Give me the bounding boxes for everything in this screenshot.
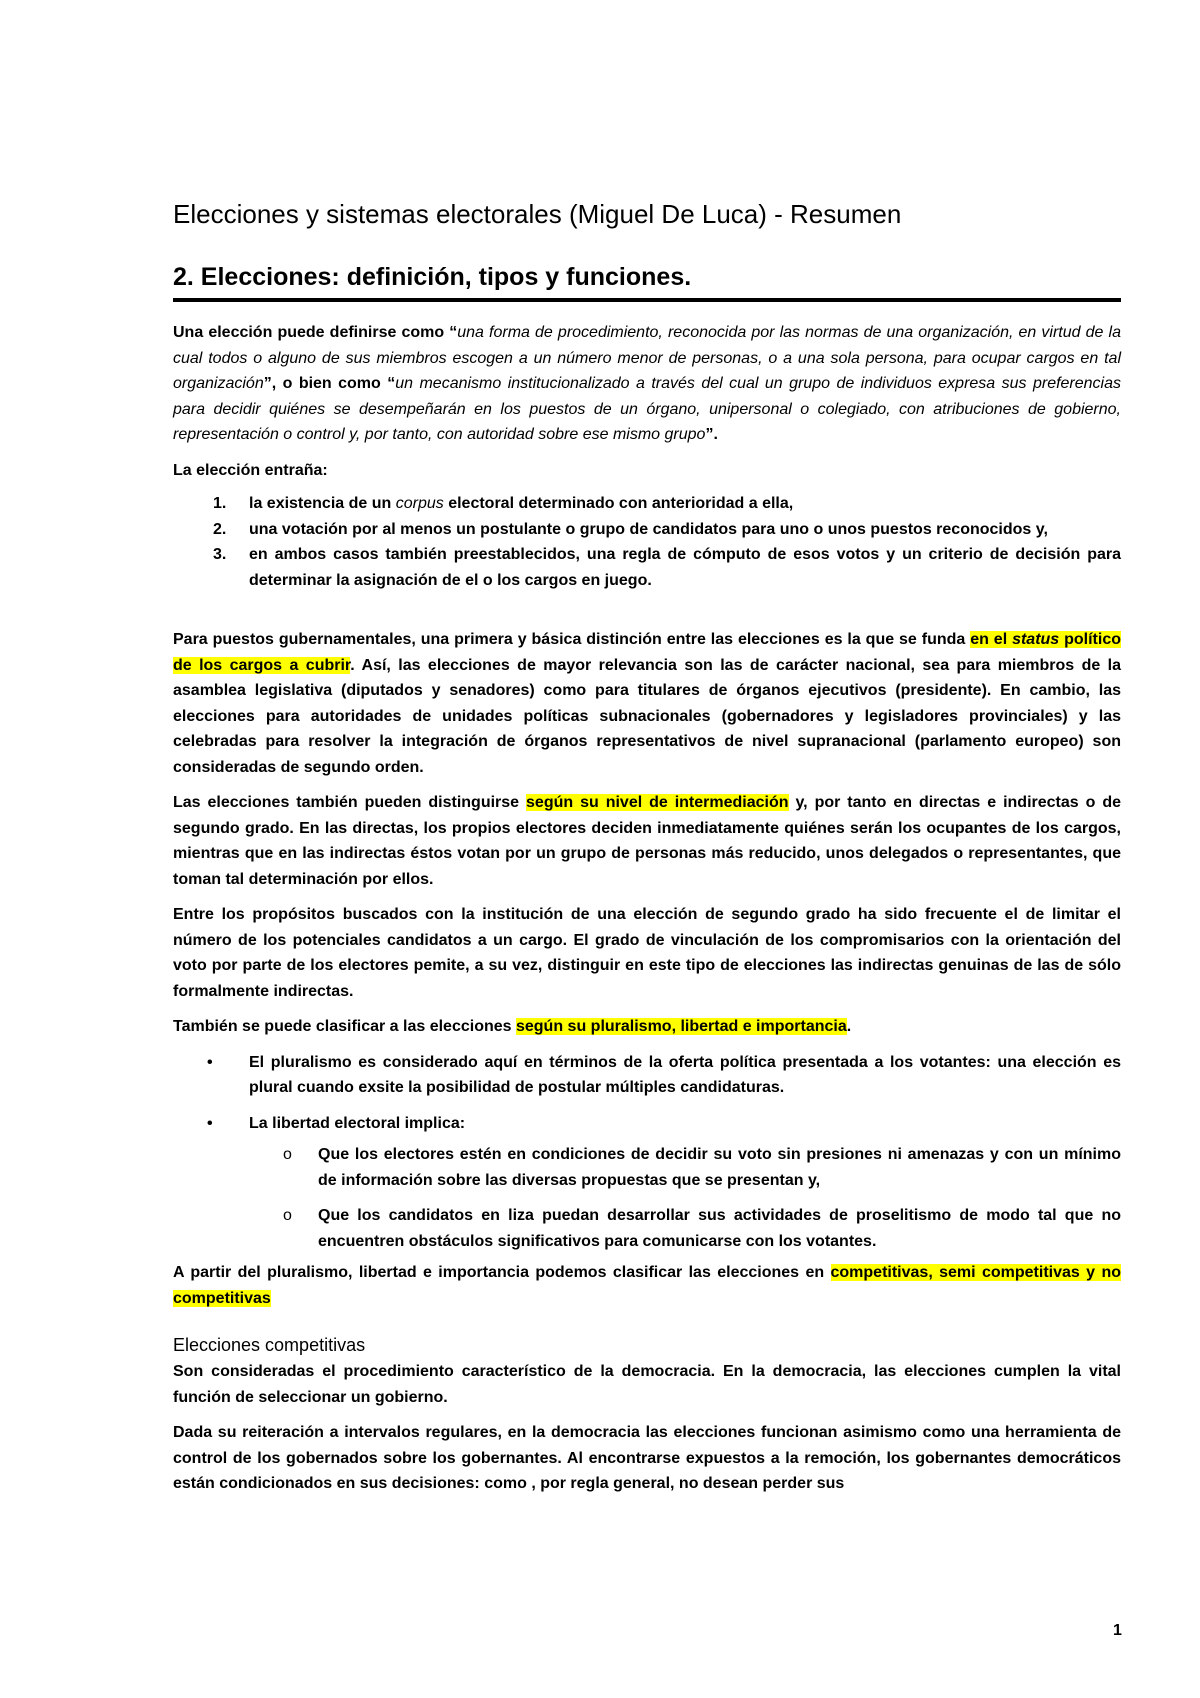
sub-text: Que los candidatos en liza puedan desarrollar sus actividades de proselitismo de modo tal que no encuentren obstáculos significativos para comunicarse con los votantes. bbox=[318, 1207, 1121, 1250]
list-item bbox=[173, 491, 1121, 517]
paragraph-text: y, por tanto en directas e indirectas o de segundo grado. En las directas, los propios electores deciden inmediatamente quiénes serán los ocupantes de los cargos, mientras que en las indirectas éstos votan por un grupo de personas más reducido, unos delegados o representantes, que toman tal determinación por ellos. bbox=[173, 794, 1122, 888]
list-item bbox=[173, 542, 1121, 593]
sub-bullet-icon: o bbox=[283, 1146, 292, 1163]
document-title: Elecciones y sistemas electorales (Miguel De Luca) - Resumen bbox=[173, 199, 902, 229]
paragraph-text: Para puestos gubernamentales, una primera y básica distinción entre las elecciones es la que se funda bbox=[173, 631, 971, 648]
sub-bullet-icon: o bbox=[283, 1207, 292, 1224]
intermediation-paragraph bbox=[173, 790, 1121, 892]
list-item bbox=[173, 517, 1121, 543]
definition-connector: ”, o bien como “ bbox=[263, 375, 396, 392]
paragraph-text: . Así, las elecciones de mayor relevancia son las de carácter nacional, sea para miembros de la asamblea legislativa (diputados y senadores) como para titulares de órganos ejecutivos (presidente). En cambio, las elecciones para autoridades de unidades políticas subnacionales (gobernadores y legisladores provinciales) y las celebradas para resolver la integración de órganos representativos de nivel supranacional (parlamento europeo) son consideradas de segundo orden. bbox=[173, 656, 1122, 776]
election-entails-label: La elección entraña: bbox=[173, 461, 328, 479]
highlight: en el status político de los cargos a cubrir bbox=[173, 631, 1122, 674]
bullet-list bbox=[173, 1050, 1121, 1255]
highlight: competitivas, semi competitivas y no competitivas bbox=[173, 1264, 1121, 1307]
second-degree-paragraph: Entre los propósitos buscados con la institución de una elección de segundo grado ha sido frecuente el de limitar el número de los potenciales candidatos a un cargo. El grado de vinculación de los compromisarios con la orientación del voto por parte de los electores pemite, a su vez, distinguir en este tipo de elecciones las indirectas genuinas de las de sólo formalmente indirectas. bbox=[173, 906, 1121, 1000]
bullet-text: La libertad electoral implica: bbox=[249, 1114, 466, 1132]
sub-item bbox=[173, 1203, 1121, 1254]
entails-list bbox=[173, 491, 1121, 593]
paragraph-text: . bbox=[846, 1018, 852, 1035]
sub-item bbox=[173, 1142, 1121, 1193]
list-text: una votación por al menos un postulante o grupo de candidatos para uno o unos puestos reconocidos y, bbox=[249, 520, 1048, 538]
list-number: 2. bbox=[213, 520, 227, 538]
highlight: según su nivel de intermediación bbox=[526, 794, 789, 811]
status-paragraph bbox=[173, 627, 1121, 780]
list-text: en ambos casos también preestablecidos, una regla de cómputo de esos votos y un criterio de decisión para determinar la asignación de el o los cargos en juego. bbox=[249, 546, 1121, 589]
section-heading: 2. Elecciones: definición, tipos y funciones. bbox=[173, 260, 1121, 302]
paragraph-text: A partir del pluralismo, libertad e importancia podemos clasificar las elecciones en bbox=[173, 1264, 831, 1281]
page-number: 1 bbox=[1113, 1622, 1122, 1639]
definition-end: ”. bbox=[705, 426, 718, 443]
competitive-paragraph: Son consideradas el procedimiento característico de la democracia. En la democracia, las elecciones cumplen la vital función de seleccionar un gobierno. bbox=[173, 1363, 1121, 1406]
list-text: electoral determinado con anterioridad a ella, bbox=[443, 495, 794, 512]
definition-quote-2: un mecanismo institucionalizado a través del cual un grupo de individuos expresa sus preferencias para decidir quiénes se desempeñarán en los puestos de un órgano, unipersonal o colegiado, con atribuciones de gobierno, representación o control y, por tanto, con autoridad sobre ese mismo grupo bbox=[173, 375, 1122, 443]
bullet-item bbox=[173, 1050, 1121, 1101]
definition-paragraph bbox=[173, 320, 1121, 448]
definition-intro: Una elección puede definirse como “ bbox=[173, 324, 458, 341]
sub-list bbox=[249, 1142, 1121, 1254]
highlight: según su pluralismo, libertad e importancia bbox=[515, 1018, 847, 1035]
subheading-competitive: Elecciones competitivas bbox=[173, 1335, 366, 1355]
bullet-text: El pluralismo es considerado aquí en términos de la oferta política presentada a los votantes: una elección es plural cuando exsite la posibilidad de postular múltiples candidaturas. bbox=[249, 1053, 1121, 1096]
bullet-icon: • bbox=[207, 1114, 213, 1132]
list-italic: corpus bbox=[395, 495, 444, 512]
page-content bbox=[173, 196, 1121, 1497]
list-number: 1. bbox=[213, 495, 227, 512]
paragraph-text: Las elecciones también pueden distinguirse bbox=[173, 794, 527, 811]
pluralism-paragraph bbox=[173, 1014, 1121, 1040]
list-number: 3. bbox=[213, 546, 227, 563]
classification-paragraph bbox=[173, 1260, 1121, 1311]
definition-quote-1: una forma de procedimiento, reconocida por las normas de una organización, en virtud de la cual todos o alguno de sus miembros escogen a un número menor de personas, o a una sola persona, para ocupar cargos en tal organización bbox=[173, 324, 1121, 392]
bullet-item bbox=[173, 1111, 1121, 1255]
paragraph-text: También se puede clasificar a las elecciones bbox=[173, 1018, 516, 1035]
control-paragraph: Dada su reiteración a intervalos regulares, en la democracia las elecciones funcionan asimismo como una herramienta de control de los gobernados sobre los gobernantes. Al encontrarse expuestos a la remoción, los gobernantes democráticos están condicionados en sus decisiones: como , por regla general, no desean perder sus bbox=[173, 1424, 1121, 1492]
list-text: la existencia de un bbox=[249, 495, 396, 512]
sub-text: Que los electores estén en condiciones de decidir su voto sin presiones ni amenazas y con un mínimo de información sobre las diversas propuestas que se presentan y, bbox=[318, 1146, 1121, 1189]
bullet-icon: • bbox=[207, 1053, 213, 1071]
